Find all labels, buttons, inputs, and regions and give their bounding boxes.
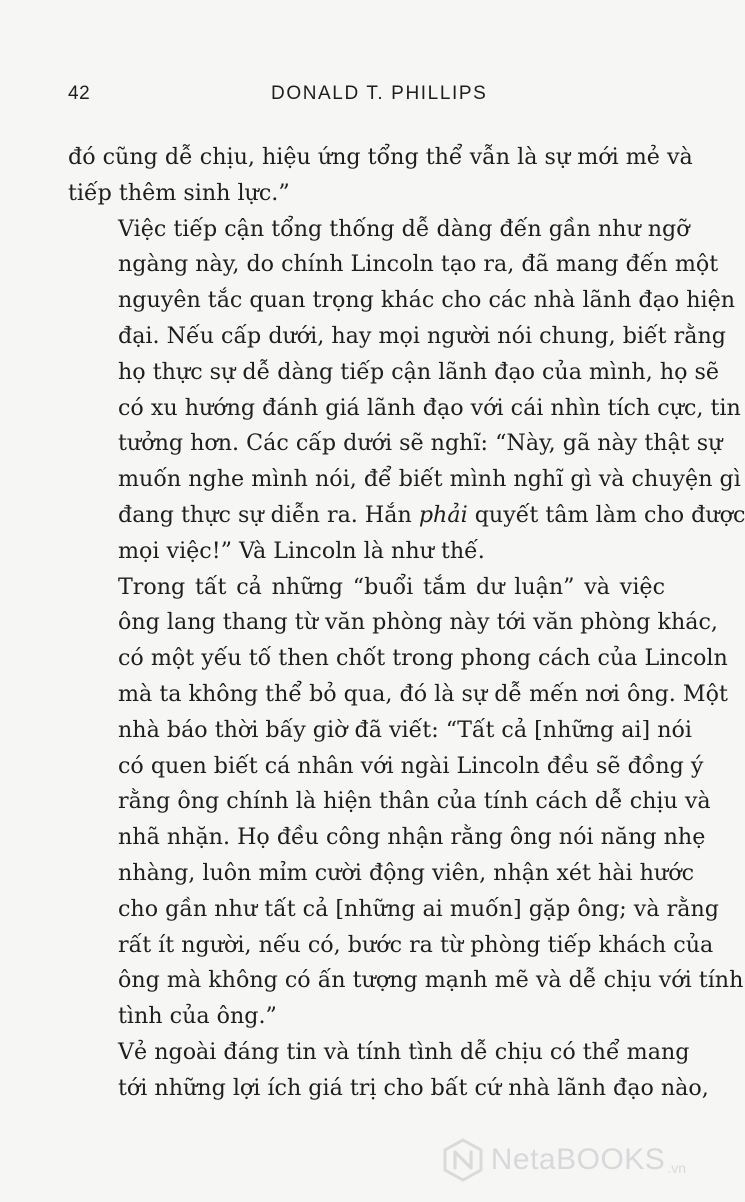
text-line: có một yếu tố then chốt trong phong cách của Lincoln bbox=[118, 645, 728, 672]
page-header bbox=[68, 83, 668, 113]
text-line: nhà báo thời bấy giờ đã viết: “Tất cả [những ai] nói bbox=[118, 716, 692, 743]
text-line: đó cũng dễ chịu, hiệu ứng tổng thể vẫn là sự mới mẻ và bbox=[68, 144, 693, 170]
text-line: đang thực sự diễn ra. Hắn phải quyết tâm làm cho được bbox=[118, 501, 745, 528]
watermark bbox=[441, 1138, 686, 1182]
text-line: cho gần như tất cả [những ai muốn] gặp ông; và rằng bbox=[118, 895, 719, 922]
text-line: mọi việc!” Và Lincoln là như thế. bbox=[118, 537, 485, 564]
paragraph-4 bbox=[68, 1035, 709, 1107]
text-line: Vẻ ngoài đáng tin và tính tình dễ chịu có thể mang bbox=[118, 1038, 690, 1065]
text-line: tưởng hơn. Các cấp dưới sẽ nghĩ: “Này, gã này thật sự bbox=[118, 430, 723, 457]
text-line: Trong tất cả những “buổi tắm dư luận” và việc bbox=[118, 573, 665, 600]
text-line: muốn nghe mình nói, để biết mình nghĩ gì và chuyện gì bbox=[118, 466, 741, 493]
text-line: rằng ông chính là hiện thân của tính cách dễ chịu và bbox=[118, 788, 711, 815]
text-line: nhàng, luôn mỉm cười động viên, nhận xét hài hước bbox=[118, 859, 694, 886]
watermark-brand: NetaBOOKS bbox=[490, 1143, 666, 1176]
watermark-suffix: .vn bbox=[667, 1160, 686, 1176]
running-head-author: DONALD T. PHILLIPS bbox=[271, 83, 488, 104]
text-line: đại. Nếu cấp dưới, hay mọi người nói chung, biết rằng bbox=[118, 322, 726, 349]
text-line: ông mà không có ấn tượng mạnh mẽ và dễ chịu với tính bbox=[118, 967, 744, 994]
body-text bbox=[68, 140, 745, 1107]
emphasis-text: phải bbox=[418, 501, 468, 528]
text-line: Việc tiếp cận tổng thống dễ dàng đến gần như ngỡ bbox=[118, 215, 690, 242]
text-line: rất ít người, nếu có, bước ra từ phòng tiếp khách của bbox=[118, 931, 714, 958]
text-line: có quen biết cá nhân với ngài Lincoln đều sẽ đồng ý bbox=[118, 752, 704, 779]
text-line: nhã nhặn. Họ đều công nhận rằng ông nói năng nhẹ bbox=[118, 824, 706, 851]
text-line: tiếp thêm sinh lực.” bbox=[68, 179, 290, 206]
paragraph-3 bbox=[68, 570, 744, 1035]
paragraph-2 bbox=[68, 212, 745, 570]
text-line: có xu hướng đánh giá lãnh đạo với cái nhìn tích cực, tin bbox=[118, 394, 741, 421]
text-line: ngàng này, do chính Lincoln tạo ra, đã mang đến một bbox=[118, 251, 719, 278]
text-line: nguyên tắc quan trọng khác cho các nhà lãnh đạo hiện bbox=[118, 287, 736, 314]
text-line: ông lang thang từ văn phòng này tới văn phòng khác, bbox=[118, 609, 718, 636]
netabooks-logo-icon bbox=[441, 1138, 485, 1182]
text-line: mà ta không thể bỏ qua, đó là sự dễ mến nơi ông. Một bbox=[118, 680, 728, 707]
paragraph-1 bbox=[68, 140, 693, 212]
text-line: họ thực sự dễ dàng tiếp cận lãnh đạo của mình, họ sẽ bbox=[118, 358, 720, 385]
text-line: tới những lợi ích giá trị cho bất cứ nhà lãnh đạo nào, bbox=[118, 1074, 709, 1101]
page-number: 42 bbox=[68, 83, 91, 104]
text-line: tình của ông.” bbox=[118, 1003, 277, 1030]
